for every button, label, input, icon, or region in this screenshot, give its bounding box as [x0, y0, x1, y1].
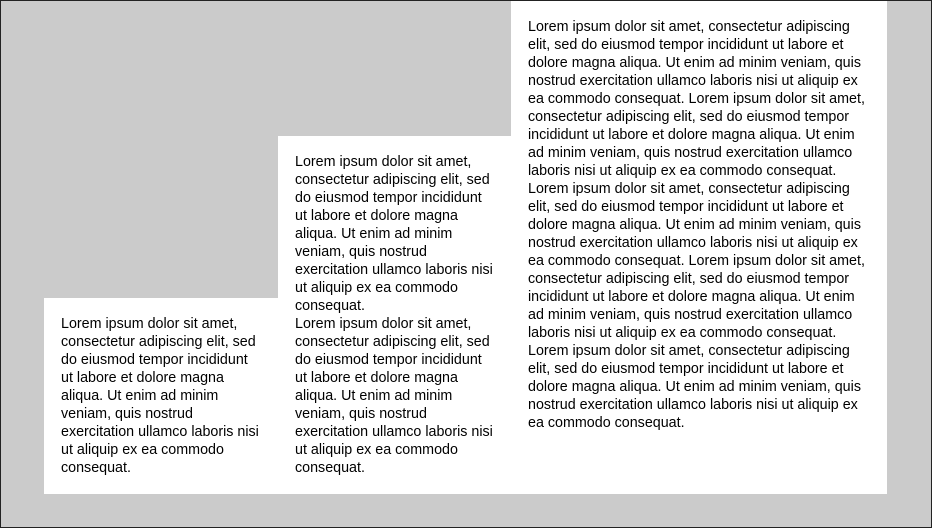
text-box-medium-paragraph-1: Lorem ipsum dolor sit amet, consectetur adipiscing elit, sed do eiusmod tempor incididunt ut labore et dolore magna aliqua. Ut enim ad minim veniam, quis nostrud exercitation ullamco laboris nisi ut aliquip ex ea commodo consequat.	[295, 154, 493, 314]
text-box-long-paragraph-1: Lorem ipsum dolor sit amet, consectetur adipiscing elit, sed do eiusmod tempor incididunt ut labore et dolore magna aliqua. Ut enim ad minim veniam, quis nostrud exercitation ullamco laboris nisi ut aliquip ex ea commodo consequat. Lorem ipsum dolor sit amet, consectetur adipiscing elit, sed do eiusmod tempor incididunt ut labore et dolore magna aliqua. Ut enim ad minim veniam, quis nostrud exercitation ullamco laboris nisi ut aliquip ex ea commodo consequat. Lorem ipsum dolor sit amet, consectetur adipiscing elit, sed do eiusmod tempor incididunt ut labore et dolore magna aliqua. Ut enim ad minim veniam, quis nostrud exercitation ullamco laboris nisi ut aliquip ex ea commodo consequat. Lorem ipsum dolor sit amet, consectetur adipiscing elit, sed do eiusmod tempor incididunt ut labore et dolore magna aliqua. Ut enim ad minim veniam, quis nostrud exercitation ullamco laboris nisi ut aliquip ex ea commodo consequat. Lorem ipsum dolor sit amet, consectetur adipiscing elit, sed do eiusmod tempor incididunt ut labore et dolore magna aliqua. Ut enim ad minim veniam, quis nostrud exercitation ullamco laboris nisi ut aliquip ex ea commodo consequat.	[528, 19, 865, 431]
text-box-medium	[278, 136, 511, 494]
text-box-long	[511, 1, 887, 494]
text-box-medium-paragraph-2: Lorem ipsum dolor sit amet, consectetur adipiscing elit, sed do eiusmod tempor incididunt ut labore et dolore magna aliqua. Ut enim ad minim veniam, quis nostrud exercitation ullamco laboris nisi ut aliquip ex ea commodo consequat.	[295, 316, 493, 476]
text-box-short	[44, 298, 278, 494]
text-box-short-paragraph-1: Lorem ipsum dolor sit amet, consectetur adipiscing elit, sed do eiusmod tempor incididunt ut labore et dolore magna aliqua. Ut enim ad minim veniam, quis nostrud exercitation ullamco laboris nisi ut aliquip ex ea commodo consequat.	[61, 316, 259, 476]
